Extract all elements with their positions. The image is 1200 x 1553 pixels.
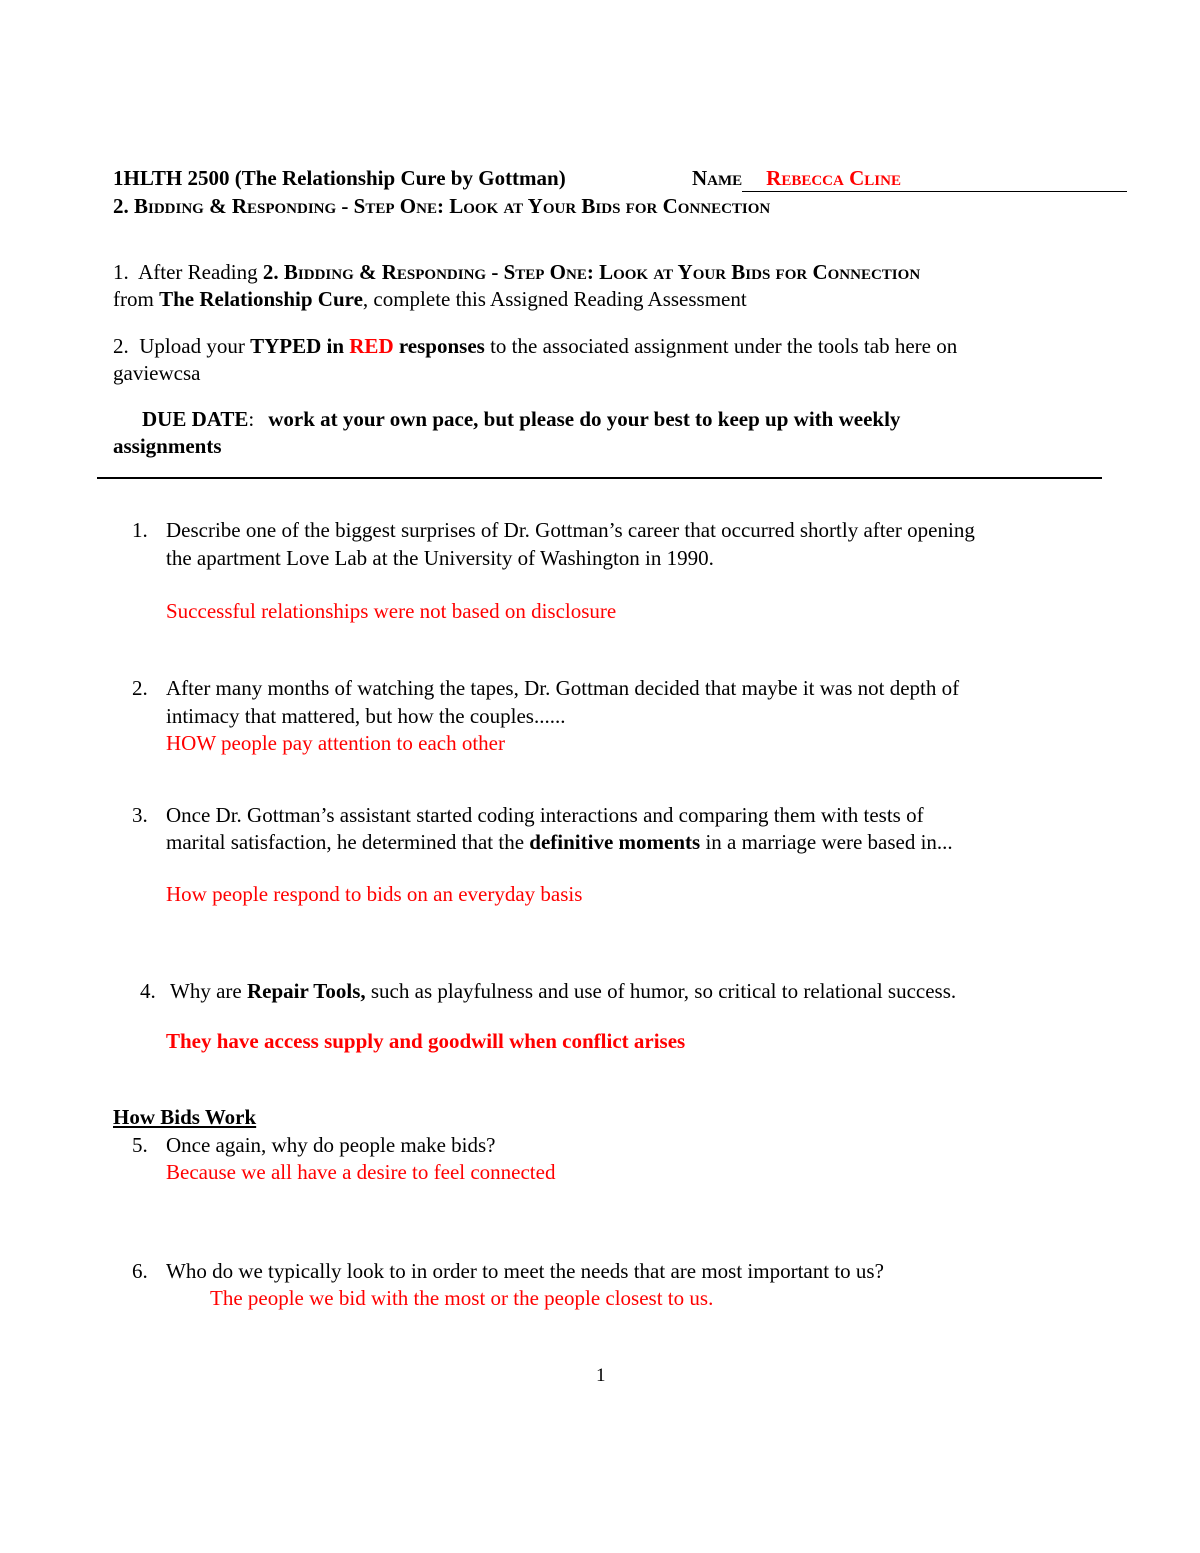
due-date <box>142 407 900 432</box>
section-heading: How Bids Work <box>113 1105 257 1129</box>
answer-1: Successful relationships were not based on disclosure <box>166 599 617 623</box>
course-title: 1HLTH 2500 (The Relationship Cure by Gottman) <box>113 166 566 190</box>
instruction-2-line2: gaviewcsa <box>113 361 201 385</box>
question-4-number: 4. <box>140 979 156 1003</box>
question-6-number: 6. <box>132 1259 148 1283</box>
instruction-2 <box>113 334 957 359</box>
question-3-line2-suffix: in a marriage were based in... <box>700 830 953 854</box>
question-4-repair-tools: Repair Tools, <box>246 979 366 1003</box>
question-4-suffix: such as playfulness and use of humor, so critical to relational success. <box>365 979 957 1003</box>
question-2-line1: After many months of watching the tapes, Dr. Gottman decided that maybe it was not depth of <box>166 676 960 700</box>
due-date-line2: assignments <box>113 434 222 458</box>
question-1-line2: the apartment Love Lab at the University of Washington in 1990. <box>166 546 714 570</box>
question-5-line1: Once again, why do people make bids? <box>166 1133 496 1157</box>
page-number: 1 <box>596 1365 606 1386</box>
question-2-line2: intimacy that mattered, but how the couples...... <box>166 704 566 728</box>
due-date-label: DUE DATE <box>142 407 249 431</box>
answer-4: They have access supply and goodwill when conflict arises <box>166 1029 686 1053</box>
question-3-line2 <box>166 830 953 855</box>
question-3-line1: Once Dr. Gottman’s assistant started coding interactions and comparing them with tests of <box>166 803 924 827</box>
instruction-1-prefix: 1. After Reading <box>113 260 263 284</box>
answer-2: HOW people pay attention to each other <box>166 731 505 755</box>
question-3-definitive-moments: definitive moments <box>529 830 701 854</box>
instruction-1-line2 <box>113 287 747 312</box>
instruction-2-suffix: to the associated assignment under the tools tab here on <box>484 334 958 358</box>
question-2-number: 2. <box>132 676 148 700</box>
question-3-number: 3. <box>132 803 148 827</box>
question-4-line1 <box>170 979 956 1004</box>
instruction-1-suffix: , complete this Assigned Reading Assessment <box>362 287 747 311</box>
assignment-subtitle: 2. Bidding & Responding - Step One: Look at Your Bids for Connection <box>113 194 771 218</box>
instruction-2-red: RED <box>349 334 394 358</box>
answer-6: The people we bid with the most or the people closest to us. <box>210 1286 714 1310</box>
question-1-number: 1. <box>132 518 148 542</box>
instruction-2-prefix: 2. Upload your <box>113 334 251 358</box>
name-label: Name <box>692 166 743 190</box>
due-date-text: work at your own pace, but please do your best to keep up with weekly <box>268 407 901 431</box>
instruction-2-responses: responses <box>393 334 485 358</box>
question-4-prefix: Why are <box>170 979 247 1003</box>
name-field <box>692 166 1127 192</box>
instruction-2-typed: TYPED in <box>250 334 350 358</box>
question-3-line2-prefix: marital satisfaction, he determined that the <box>166 830 530 854</box>
horizontal-rule <box>97 477 1102 479</box>
due-date-colon: : <box>248 407 255 431</box>
question-5-number: 5. <box>132 1133 148 1157</box>
answer-3: How people respond to bids on an everyday basis <box>166 882 583 906</box>
book-title: The Relationship Cure <box>159 287 363 311</box>
student-name: Rebecca Cline <box>766 166 901 190</box>
answer-5: Because we all have a desire to feel connected <box>166 1160 556 1184</box>
instruction-1 <box>113 260 920 285</box>
name-underline <box>742 166 1127 192</box>
question-1-line1: Describe one of the biggest surprises of Dr. Gottman’s career that occurred shortly after opening <box>166 518 975 542</box>
question-6-line1: Who do we typically look to in order to meet the needs that are most important to us? <box>166 1259 884 1283</box>
instruction-1-chapter: 2. Bidding & Responding - Step One: Look at Your Bids for Connection <box>262 260 921 284</box>
instruction-1-from: from <box>113 287 160 311</box>
